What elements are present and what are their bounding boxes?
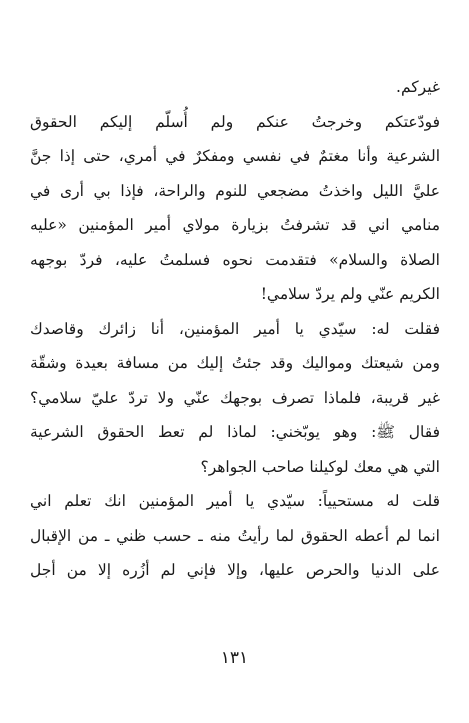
text-line: انما لم أعطه الحقوق لما رأيتُ منه ـ حسب ظني ـ من الإقبال (30, 526, 440, 545)
text-line: الشرعية وأنا مغتمٌ في نفسي ومفكرٌ في أمري، حتى إذا جنَّ (30, 147, 440, 165)
text-line: الكريم عنّي ولم يردّ سلامي! (260, 285, 440, 303)
text-line: قلت له مستحيياً: سيّدي يا أمير المؤمنين انك تعلم اني (30, 492, 440, 510)
text-line: غيركم. (396, 78, 440, 96)
page-number: ١٣١ (220, 648, 249, 668)
body-text (30, 70, 440, 588)
text-line: على الدنيا والحرص عليها، وإلا فإني لم أزُره إلا من أجل (30, 561, 440, 579)
text-line: الصلاة والسلام» فتقدمت نحوه فسلمتُ عليه، فردّ بوجهه (30, 250, 440, 269)
text-line: عليَّ الليل واخذتُ مضجعي للنوم والراحة، فإذا بي أرى في (30, 181, 440, 200)
text-line: فودّعتكم وخرجتُ عنكم ولم أُسلّم إليكم الحقوق (30, 112, 440, 131)
text-line: ومن شيعتك ومواليك وقد جئتُ إليك من مسافة بعيدة وشقّة (30, 354, 440, 372)
text-line: غير قريبة، فلماذا تصرف بوجهك عنّي ولا تردّ عليّ سلامي؟ (30, 388, 440, 407)
text-line: التي هي معك لوكيلنا صاحب الجواهر؟ (200, 457, 440, 476)
text-line: فقال ﷺ: وهو يوبّخني: لماذا لم تعط الحقوق الشرعية (30, 423, 440, 441)
text-line: فقلت له: سيّدي يا أمير المؤمنين، أنا زائرك وقاصدك (30, 319, 440, 338)
text-line: منامي اني قد تشرفتُ بزيارة مولاي أمير المؤمنين «عليه (30, 216, 440, 234)
